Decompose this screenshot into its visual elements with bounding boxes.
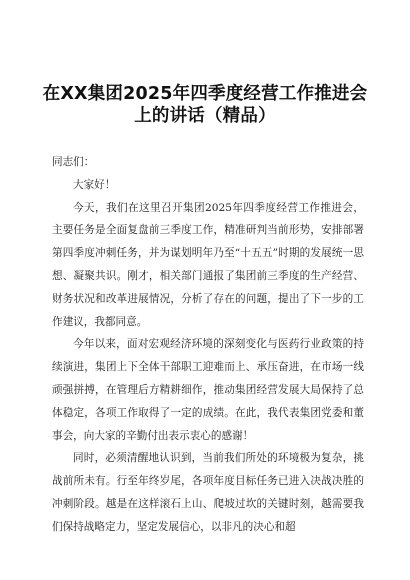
salutation: 同志们： xyxy=(52,156,95,168)
paragraph: 今年以来，面对宏观经济环境的深刻变化与医药行业政策的持续演进，集团上下全体干部职工迎难而上、承压奋进，在市场一线顽强拼搏，在管理后方精耕细作，推动集团经营发展大局保持了总体稳定，各项工作取得了一定的成绩。在此，我代表集团党委和董事会，向大家的辛勤付出表示衷心的感谢！ xyxy=(52,338,364,442)
document-title xyxy=(30,83,380,127)
document-body xyxy=(52,151,364,539)
paragraph: 今天，我们在这里召开集团2025年四季度经营工作推进会，主要任务是全面复盘前三季度工作，精准研判当前形势，安排部署第四季度冲刺任务，并为谋划明年乃至“十五五”时期的发展统一思想、凝聚共识。刚才，相关部门通报了集团前三季度的生产经营、财务状况和改革进展情况，分析了存在的问题，提出了下一步的工作建议，我都同意。 xyxy=(52,201,364,328)
greeting: 大家好！ xyxy=(73,178,116,191)
paragraph: 同时，必须清醒地认识到，当前我们所处的环境极为复杂，挑战前所未有。行至年终岁尾，各项年度目标任务已进入决战决胜的冲刺阶段。越是在这样滚石上山、爬坡过坎的关键时刻，越需要我们保持战略定力，坚定发展信心，以非凡的决心和超 xyxy=(52,452,364,533)
title-line-1: 在XX集团2025年四季度经营工作推进会 xyxy=(42,84,368,104)
title-line-2: 上的讲话（精品） xyxy=(134,106,276,126)
